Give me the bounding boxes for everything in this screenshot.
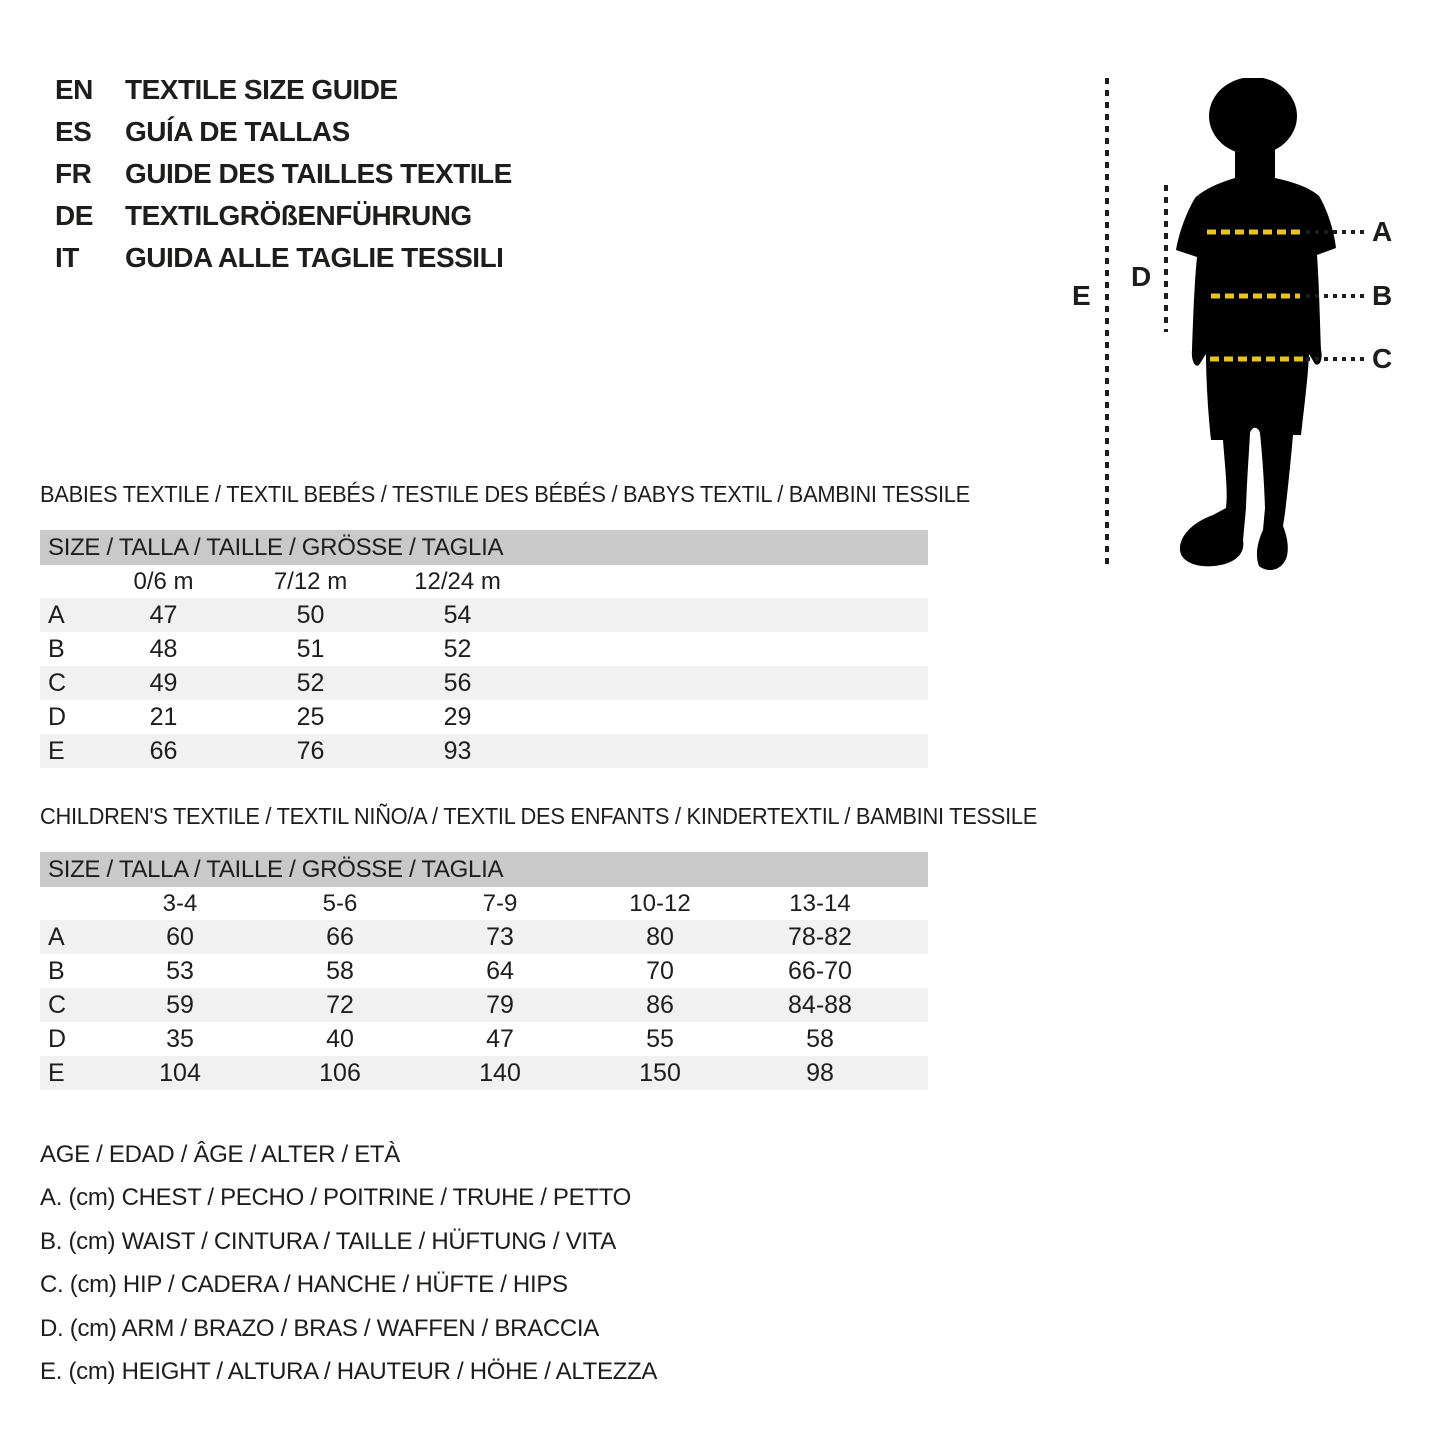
marker-label-d: D	[1131, 261, 1152, 292]
babies-size-table	[40, 530, 928, 768]
marker-label-b: B	[1372, 280, 1393, 311]
table-row: C 49 52 56	[40, 666, 928, 700]
children-col-7-9: 7-9	[482, 889, 518, 917]
table-row: A 47 50 54	[40, 598, 928, 632]
table-row: E 104 106 140 150 98	[40, 1056, 928, 1090]
table-row: B 48 51 52	[48, 634, 472, 663]
babies-column-headers	[40, 565, 928, 598]
lang-code-it: IT	[55, 242, 79, 273]
children-column-headers	[40, 887, 928, 920]
arm-measure-line-d	[1164, 185, 1168, 332]
lang-title-fr: GUIDE DES TAILLES TEXTILE	[125, 158, 512, 189]
babies-size-header-bar: SIZE / TALLA / TAILLE / GRÖSSE / TAGLIA	[40, 530, 928, 565]
chest-leader-dots	[1306, 230, 1368, 234]
lang-code-de: DE	[55, 200, 93, 231]
legend-line-age: AGE / EDAD / ÂGE / ALTER / ETÀ	[40, 1141, 400, 1168]
legend-line-arm: D. (cm) ARM / BRAZO / BRAS / WAFFEN / BRACCIA	[40, 1314, 599, 1342]
lang-title-es: GUÍA DE TALLAS	[125, 116, 350, 147]
lang-code-en: EN	[55, 74, 93, 105]
marker-label-c: C	[1372, 343, 1393, 374]
lang-code-es: ES	[55, 116, 92, 147]
lang-row-de	[55, 200, 512, 242]
hip-leader-dots	[1306, 357, 1368, 361]
children-size-table	[40, 852, 928, 1090]
babies-col-12-24m: 12/24 m	[414, 567, 501, 595]
children-col-13-14: 13-14	[789, 889, 851, 917]
lang-code-fr: FR	[55, 158, 92, 189]
legend-line-waist: B. (cm) WAIST / CINTURA / TAILLE / HÜFTUNG / VITA	[40, 1227, 617, 1255]
lang-row-fr	[55, 158, 512, 200]
babies-col-7-12m: 7/12 m	[273, 567, 348, 595]
children-col-3-4: 3-4	[162, 889, 198, 917]
lang-title-de: TEXTILGRÖßENFÜHRUNG	[125, 200, 472, 231]
measurement-legend	[40, 1141, 657, 1401]
children-col-10-12: 10-12	[629, 889, 691, 917]
children-section-heading: CHILDREN'S TEXTILE / TEXTIL NIÑO/A / TEXTIL DES ENFANTS / KINDERTEXTIL / BAMBINI TESSILE	[40, 803, 1038, 829]
lang-title-en: TEXTILE SIZE GUIDE	[125, 74, 398, 105]
marker-label-e: E	[1072, 280, 1091, 311]
table-row: B 53 58 64 70 66-70	[48, 956, 852, 985]
table-row: D 21 25 29	[48, 702, 472, 731]
babies-col-0-6m: 0/6 m	[133, 567, 194, 595]
measurement-figure	[1060, 60, 1445, 620]
legend-line-chest: A. (cm) CHEST / PECHO / POITRINE / TRUHE / PETTO	[40, 1184, 632, 1212]
waist-leader-dots	[1306, 294, 1368, 298]
table-row: A 60 66 73 80 78-82	[40, 920, 928, 954]
marker-label-a: A	[1372, 216, 1393, 247]
table-row: C 59 72 79 86 84-88	[40, 988, 928, 1022]
children-size-header-bar: SIZE / TALLA / TAILLE / GRÖSSE / TAGLIA	[40, 852, 928, 887]
table-row: E 66 76 93	[40, 734, 928, 768]
lang-row-es	[55, 116, 512, 158]
lang-title-it: GUIDA ALLE TAGLIE TESSILI	[125, 242, 504, 273]
language-title-block	[55, 74, 512, 284]
table-row: D 35 40 47 55 58	[48, 1024, 834, 1053]
height-measure-line-e	[1105, 78, 1109, 570]
babies-section-heading: BABIES TEXTILE / TEXTIL BEBÉS / TESTILE DES BÉBÉS / BABYS TEXTIL / BAMBINI TESSILE	[40, 481, 970, 507]
legend-line-hip: C. (cm) HIP / CADERA / HANCHE / HÜFTE / HIPS	[40, 1271, 568, 1299]
children-col-5-6: 5-6	[322, 889, 358, 917]
child-silhouette	[1173, 78, 1339, 570]
legend-line-height: E. (cm) HEIGHT / ALTURA / HAUTEUR / HÖHE / ALTEZZA	[40, 1357, 658, 1385]
lang-row-en	[55, 74, 512, 116]
lang-row-it	[55, 242, 512, 284]
